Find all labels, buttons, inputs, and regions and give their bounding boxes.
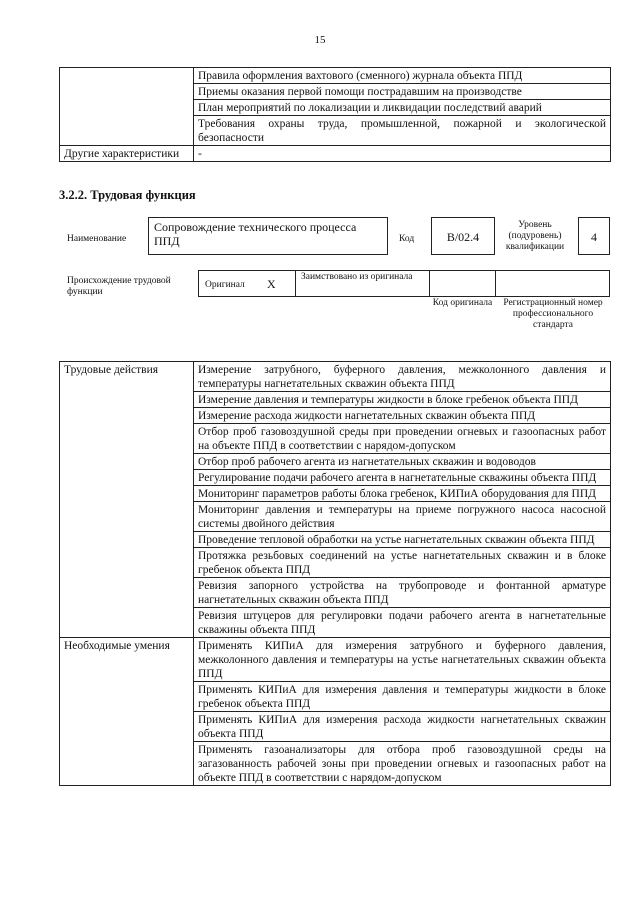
list-item: Измерение расхода жидкости нагнетательных скважин объекта ППД [194,408,611,424]
table-row [60,638,611,682]
list-item: Протяжка резьбовых соединений на устье нагнетательных скважин и в блоке гребенок объекта ППД [194,548,611,578]
list-item: Применять КИПиА для измерения затрубного и буферного давления, межколонного давления и температуры на устье нагнетательных скважин объекта ППД [194,638,611,682]
list-item: Применять КИПиА для измерения расхода жидкости нагнетательных скважин объекта ППД [194,712,611,742]
labor-function-table [59,361,611,786]
row-text: - [194,146,611,162]
knowledge-continuation-table [59,67,611,162]
list-item: Ревизия штуцеров для регулировки подачи рабочего агента в нагнетательные скважины объекта ППД [194,608,611,638]
list-item: Проведение тепловой обработки на устье нагнетательных скважин объекта ППД [194,532,611,548]
row-text: План мероприятий по локализации и ликвидации последствий аварий [194,100,611,116]
original-cell [198,270,296,297]
section-title: 3.2.2. Трудовая функция [59,188,196,202]
list-item: Измерение затрубного, буферного давления, межколонного давления и температуры нагнетательных скважин объекта ППД [194,362,611,392]
origin-label: Происхождение трудовой функции [67,276,171,297]
list-item: Ревизия запорного устройства на трубопроводе и фонтанной арматуре нагнетательных скважин объекта ППД [194,578,611,608]
level-label: Уровень (подуровень) квалификации [505,220,565,252]
list-item: Мониторинг параметров работы блока гребенок, КИПиА оборудования для ППД [194,486,611,502]
row-text: Требования охраны труда, промышленной, пожарной и экологической безопасности [194,116,611,146]
table-row [60,146,611,162]
borrowed-cell: Заимствовано из оригинала [295,270,430,297]
list-item: Регулирование подачи рабочего агента в нагнетательные скважины объекта ППД [194,470,611,486]
list-item: Применять газоанализаторы для отбора проб газовоздушной среды на загазованность рабочей зоны при проведении огневых и газоопасных работ на объекте ППД в соответствии с нарядом-допуском [194,742,611,786]
page-number: 15 [314,34,326,46]
list-item: Отбор проб рабочего агента из нагнетательных скважин и водоводов [194,454,611,470]
original-label: Оригинал [205,280,245,290]
row-text: Правила оформления вахтового (сменного) журнала объекта ППД [194,68,611,84]
function-name-field: Сопровождение технического процесса ППД [148,217,388,255]
group-label: Необходимые умения [60,638,194,786]
code-field: B/02.4 [431,217,495,255]
reg-number-cell [495,270,610,297]
list-item: Применять КИПиА для измерения давления и температуры жидкости в блоке гребенок объекта ППД [194,682,611,712]
row-label: Другие характеристики [60,146,194,162]
table-row [60,362,611,392]
reg-number-caption: Регистрационный номер профессионального стандарта [503,298,603,330]
original-mark: X [267,277,276,291]
list-item: Отбор проб газовоздушной среды при проведении огневых и газоопасных работ на объекте ППД в соответствии с нарядом-допуском [194,424,611,454]
code-label: Код [399,234,415,244]
list-item: Мониторинг давления и температуры на приеме погружного насоса насосной системы двойного действия [194,502,611,532]
name-label: Наименование [67,234,127,244]
row-label [60,68,194,146]
level-field: 4 [578,217,610,255]
list-item: Измерение давления и температуры жидкости в блоке гребенок объекта ППД [194,392,611,408]
code-original-caption: Код оригинала [432,298,493,308]
table-row [60,68,611,84]
group-label: Трудовые действия [60,362,194,638]
code-original-cell [429,270,496,297]
row-text: Приемы оказания первой помощи пострадавшим на производстве [194,84,611,100]
